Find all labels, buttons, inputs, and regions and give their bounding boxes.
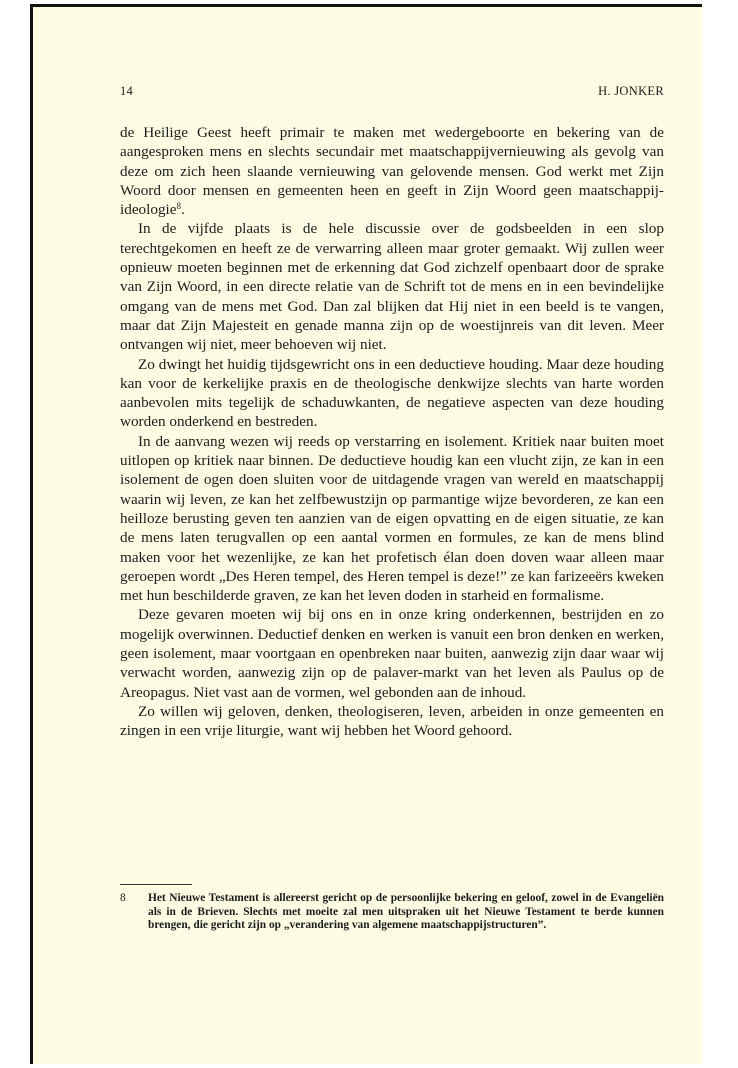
footnote-reference[interactable]: 8 [176, 201, 182, 212]
body-text [120, 123, 664, 741]
paragraph: Zo willen wij geloven, denken, theologiseren, leven, arbeiden in onze gemeenten en zingen in een vrije liturgie, want wij hebben het Woord gehoord. [120, 702, 664, 740]
paragraph-text: de Heilige Geest heeft primair te maken met wedergeboorte en bekering van de aangesproken mens en slechts secundair met maatschappijvernieuwing als gevolg van deze om zich heen slaande vernieuwing van gelovende mensen. God werkt met Zijn Woord door mensen en gemeenten heen en geeft in Zijn Woord geen maatschappij-ideologie [120, 124, 664, 219]
footnote-divider [120, 884, 192, 885]
paragraph-trailing: . [181, 201, 185, 219]
footnote [120, 892, 664, 933]
running-head: H. JONKER [598, 84, 664, 98]
paragraph: In de vijfde plaats is de hele discussie over de godsbeelden in een slop terechtgekomen en heeft ze de verwarring alleen maar groter gemaakt. Wij zullen weer opnieuw moeten beginnen met de erkenning dat God zichzelf openbaart door de sprake van Zijn Woord, in een directe relatie van de Schrift tot de mens en in een bevindelijke omgang van de mens met God. Dan zal blijken dat Hij niet in een beeld is te vangen, maar dat Zijn Majesteit en genade manna zijn op de woestijnreis van dit leven. Meer ontvangen wij niet, meer behoeven wij niet. [120, 220, 664, 354]
footnote-text: Het Nieuwe Testament is allereerst gericht op de persoonlijke bekering en geloof, zowel in de Evangeliën als in de Brieven. Slechts met moeite zal men uitspraken uit het Nieuwe Testament te berde kunnen brengen, die gericht zijn op „verandering van algemene maatschappijstructuren”. [148, 892, 664, 932]
paragraph: In de aanvang wezen wij reeds op verstarring en isolement. Kritiek naar buiten moet uitlopen op kritiek naar binnen. De deductieve houdig kan een vlucht zijn, ze kan in een isolement de ogen doen sluiten voor de uitdagende vragen van wereld en maatschappij waarin wij leven, ze kan het zelfbewustzijn op parmantige wijze bevorderen, ze kan een heilloze berusting geven ten aanzien van de eigen opvatting en de eigen situatie, ze kan de mens laten terugvallen op een aantal vormen en formules, ze kan de mens blind maken voor het wezenlijke, ze kan het profetisch élan doen doven waar alleen maar geroepen wordt „Des Heren tempel, des Heren tempel is deze!” ze kan farizeeërs kweken met hun beschilderde graven, ze kan het leven doden in starheid en formalisme. [120, 432, 664, 605]
footnote-number: 8 [120, 892, 126, 904]
paragraph: Zo dwingt het huidig tijdsgewricht ons in een deductieve houding. Maar deze houding kan voor de kerkelijke praxis en de theologische denkwijze slechts van harte worden aanbevolen mits tegelijk de schaduwkanten, de negatieve aspecten van deze houding worden onderkend en bestreden. [120, 355, 664, 431]
paragraph [120, 123, 664, 219]
paragraph: Deze gevaren moeten wij bij ons en in onze kring onderkennen, bestrijden en zo mogelijk overwinnen. Deductief denken en werken is vanuit een bron denken en werken, geen isolement, maar voortgaan en openbreken naar buiten, aanwezig zijn daar waar wij verwacht worden, aanwezig zijn op de palaver-markt van het leven als Paulus op de Areopagus. Niet vast aan de vormen, wel gebonden aan de inhoud. [120, 606, 664, 701]
page-number: 14 [120, 84, 134, 98]
book-page [30, 4, 702, 1064]
